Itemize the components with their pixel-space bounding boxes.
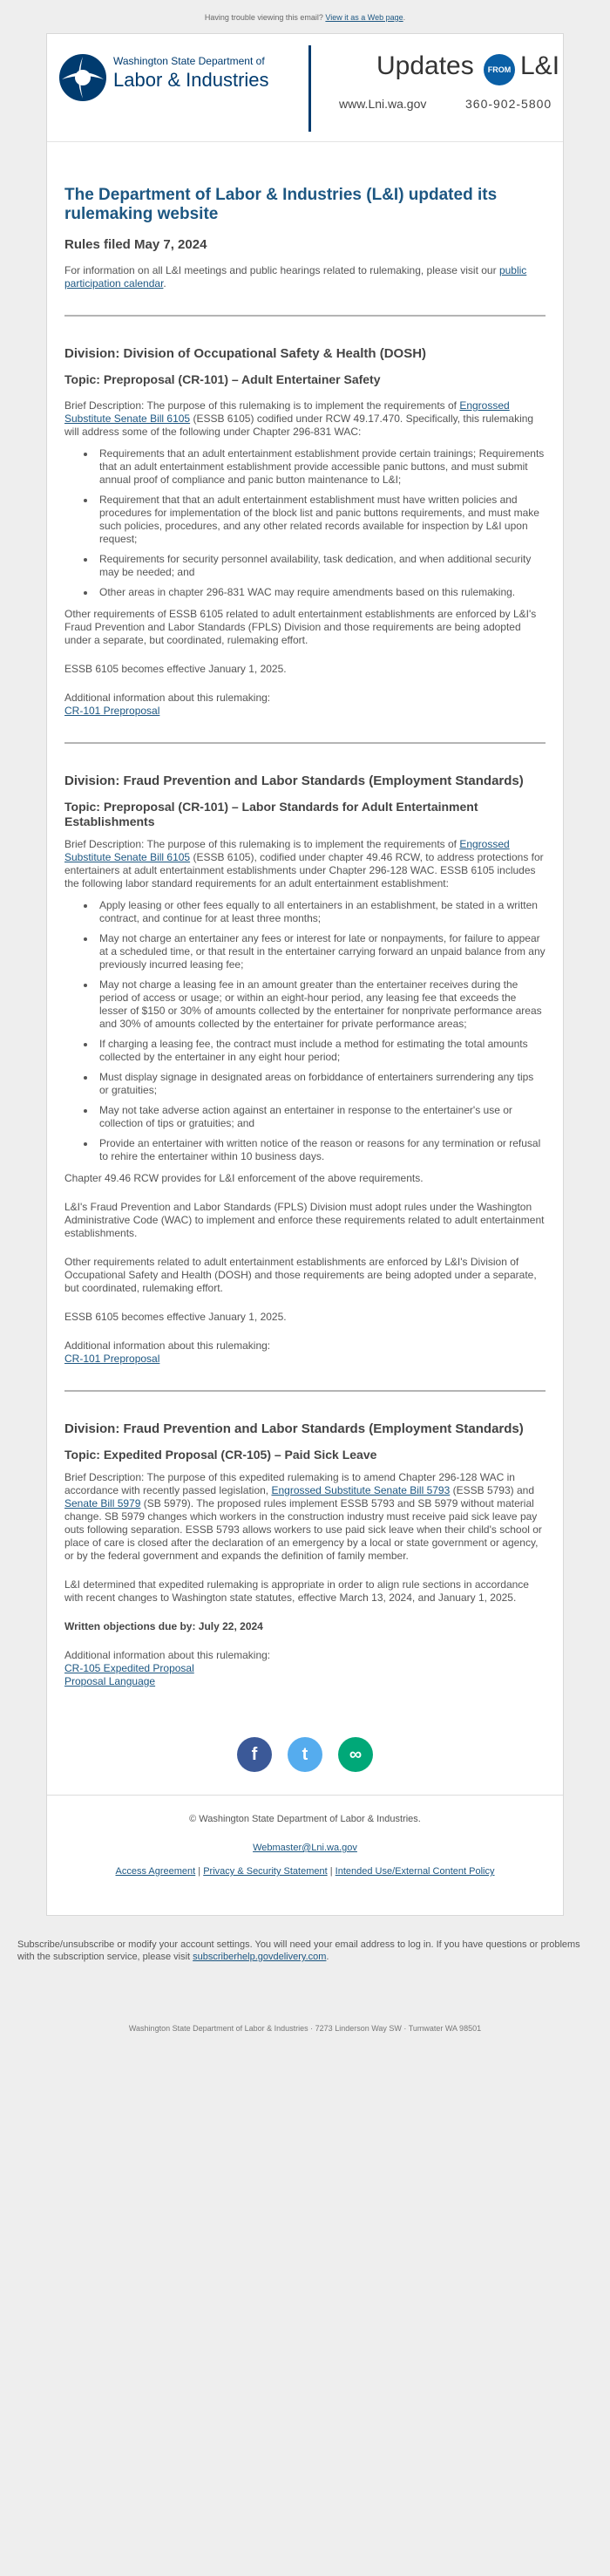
cr101-preproposal-link[interactable]: CR-101 Preproposal bbox=[64, 705, 160, 717]
section2-para3: L&I's Fraud Prevention and Labor Standards (FPLS) Division must adopt rules under the Washington Administrative Code (WAC) to implement and enforce these requirements related to adult entertainment establishments. bbox=[64, 1201, 545, 1239]
access-agreement-link[interactable]: Access Agreement bbox=[115, 1866, 196, 1877]
from-badge: FROM bbox=[484, 54, 515, 85]
header-phone: 360-902-5800 bbox=[465, 97, 552, 111]
section-divider bbox=[64, 315, 546, 317]
section1-description bbox=[64, 399, 546, 439]
intended-use-link[interactable]: Intended Use/External Content Policy bbox=[335, 1866, 495, 1877]
list-item: • If charging a leasing fee, the contract must include a method for estimating the total amounts collected by the entertainer in any eight hour period; bbox=[96, 1038, 546, 1064]
footer-links bbox=[47, 1865, 563, 1878]
twitter-icon[interactable]: t bbox=[288, 1737, 322, 1772]
webmaster-email-link[interactable]: Webmaster@Lni.wa.gov bbox=[253, 1843, 357, 1853]
section1-additional: Additional information about this rulemaking: bbox=[64, 692, 271, 704]
address-bar: Washington State Department of Labor & Industries · 7273 Linderson Way SW · Tumwater WA 98501 bbox=[128, 2024, 482, 2033]
email-card bbox=[46, 33, 564, 1916]
section2-para4: Other requirements related to adult entertainment establishments are enforced by L&I's Division of Occupational Safety and Health (DOSH) and those requirements are being adopted under a separate, but coordinated, rulemaking effort. bbox=[64, 1256, 537, 1294]
footer-sep: | bbox=[195, 1866, 204, 1877]
section-divider bbox=[64, 1390, 546, 1392]
list-item: • Other areas in chapter 296-831 WAC may require amendments based on this rulemaking. bbox=[96, 586, 546, 599]
org-name-line2: Labor & Industries bbox=[113, 69, 269, 91]
intro-paragraph bbox=[64, 264, 546, 290]
list-item: • Must display signage in designated areas on forbiddance of entertainers surrendering any tips or gratuities; bbox=[96, 1071, 546, 1097]
section1-desc-a: Brief Description: The purpose of this rulemaking is to implement the requirements of bbox=[64, 399, 460, 412]
section3-additional: Additional information about this rulemaking: bbox=[64, 1649, 271, 1661]
essb-5793-link[interactable]: Engrossed Substitute Senate Bill 5793 bbox=[271, 1484, 451, 1496]
section1-bullets bbox=[96, 447, 546, 599]
webview-link[interactable]: View it as a Web page bbox=[325, 13, 403, 22]
email-footer bbox=[47, 1795, 563, 1915]
webview-bar bbox=[0, 0, 610, 26]
section2-topic: Topic: Preproposal (CR-101) – Labor Standards for Adult Entertainment Establishments bbox=[64, 800, 478, 828]
subscribe-text: Subscribe/unsubscribe or modify your account settings. You will need your email address to log in. If you have questions or problems with the subscription service, please visit bbox=[17, 1939, 580, 1962]
section1-para3: ESSB 6105 becomes effective January 1, 2025. bbox=[64, 663, 287, 675]
essb-6105-link[interactable]: Engrossed Substitute Senate Bill 6105 bbox=[64, 838, 510, 863]
list-item: • May not take adverse action against an entertainer in response to the entertainer's use or collection of tips or gratuities; and bbox=[96, 1104, 546, 1130]
public-calendar-link[interactable]: public participation calendar bbox=[64, 264, 527, 290]
objections-due: Written objections due by: July 22, 2024 bbox=[64, 1620, 263, 1632]
intro-end: . bbox=[163, 277, 166, 290]
email-body bbox=[47, 142, 563, 1688]
cr101-preproposal-link-2[interactable]: CR-101 Preproposal bbox=[64, 1353, 160, 1365]
section2-description bbox=[64, 838, 546, 890]
section3-desc-c: (SB 5979). The proposed rules implement ESSB 5793 and SB 5979 without material change. SB 5979 changes which workers in the construction industry must receive paid sick leave pay outs following separation. ESSB 5793 allows workers to use paid sick leave when their child's school or place of care is closed after the declaration of an emergency by a local or state government or agency, or by the federal government and expands the definition of family member. bbox=[64, 1497, 542, 1562]
section1-topic: Topic: Preproposal (CR-101) – Adult Entertainer Safety bbox=[64, 372, 381, 386]
org-name-line1: Washington State Department of bbox=[113, 55, 265, 67]
header-website: www.Lni.wa.gov bbox=[339, 97, 427, 111]
copyright: © Washington State Department of Labor & Industries. bbox=[189, 1814, 421, 1824]
cr105-expedited-link[interactable]: CR-105 Expedited Proposal bbox=[64, 1662, 194, 1674]
updates-title: Updates bbox=[376, 51, 474, 80]
list-item: • May not charge an entertainer any fees or interest for late or nonpayments, for failure to appear at a scheduled time, or that result in the entertainer carrying forward an unpaid balance from any previously incurred leasing fee; bbox=[96, 932, 546, 971]
list-item: • Requirements that an adult entertainment establishment provide certain trainings; Requirements that an adult entertainment establishment provide accessible panic buttons, and must submit annual proof of compliance and panic button maintenance to L&I; bbox=[96, 447, 546, 487]
section3-topic: Topic: Expedited Proposal (CR-105) – Paid Sick Leave bbox=[64, 1448, 377, 1462]
sb-5979-link[interactable]: Senate Bill 5979 bbox=[64, 1497, 141, 1509]
footer-sep: | bbox=[327, 1866, 336, 1877]
list-item: • Provide an entertainer with written notice of the reason or reasons for any termination or refusal to rehire the entertainer within 10 business days. bbox=[96, 1137, 546, 1163]
section1-desc-b: (ESSB 6105) codified under RCW 49.17.470. Specifically, this rulemaking will address some of the following under Chapter 296-831 WAC: bbox=[64, 412, 534, 438]
lni-logo-icon bbox=[58, 53, 107, 102]
link-icon[interactable]: ∞ bbox=[338, 1737, 373, 1772]
subscriber-help-link[interactable]: subscriberhelp.govdelivery.com bbox=[193, 1952, 327, 1962]
section2-desc-a: Brief Description: The purpose of this rulemaking is to implement the requirements of bbox=[64, 838, 460, 850]
section1-para2: Other requirements of ESSB 6105 related to adult entertainment establishments are enforced by L&I's Fraud Prevention and Labor Standards (FPLS) Division and those requirements are being adopted under a separate, but coordinated, rulemaking effort. bbox=[64, 608, 537, 646]
facebook-icon[interactable]: f bbox=[237, 1737, 272, 1772]
section2-para2: Chapter 49.46 RCW provides for L&I enforcement of the above requirements. bbox=[64, 1172, 424, 1184]
org-name bbox=[113, 55, 269, 92]
section2-desc-b: (ESSB 6105), codified under chapter 49.46 RCW, to address protections for entertainers at adult entertainment establishments under Chapter 296-128 WAC. ESSB 6105 includes the following labor standard requirements for an adult entertainment establishment: bbox=[64, 851, 544, 889]
section3-para2: L&I determined that expedited rulemaking is appropriate in order to align rule sections in accordance with recent changes to Washington state statutes, effective March 13, 2024, and January 1, 2025. bbox=[64, 1578, 529, 1604]
section1-division: Division: Division of Occupational Safety & Health (DOSH) bbox=[64, 346, 427, 361]
privacy-statement-link[interactable]: Privacy & Security Statement bbox=[203, 1866, 328, 1877]
webview-prefix: Having trouble viewing this email? bbox=[204, 13, 326, 22]
proposal-language-link[interactable]: Proposal Language bbox=[64, 1675, 156, 1687]
webview-suffix: . bbox=[403, 13, 406, 22]
section3-desc-b: (ESSB 5793) and bbox=[450, 1484, 535, 1496]
section2-division: Division: Fraud Prevention and Labor Standards (Employment Standards) bbox=[64, 773, 524, 788]
intro-text: For information on all L&I meetings and public hearings related to rulemaking, please visit our bbox=[64, 264, 499, 276]
section-divider bbox=[64, 742, 546, 744]
list-item: • Requirement that that an adult entertainment establishment must have written policies and procedures for implementation of the block list and panic buttons requirements, and must make such policies, procedures, and any other related records available for inspection by L&I upon request; bbox=[96, 494, 546, 546]
page-title: The Department of Labor & Industries (L&I) updated its rulemaking website bbox=[64, 186, 498, 223]
section3-division: Division: Fraud Prevention and Labor Standards (Employment Standards) bbox=[64, 1421, 524, 1436]
li-title: L&I bbox=[520, 51, 560, 80]
subscribe-end: . bbox=[326, 1952, 329, 1962]
social-bar bbox=[47, 1688, 563, 1772]
section3-description bbox=[64, 1471, 546, 1563]
list-item: • May not charge a leasing fee in an amount greater than the entertainer receives during the period of access or usage; or within an eight-hour period, any leasing fee that exceeds the lesser of $150 or 30% of amounts collected by the entertainer for nonprivate performance areas and 30% of amounts collected by the entertainer for private performance areas; bbox=[96, 978, 546, 1031]
section3-desc-a: Brief Description: The purpose of this expedited rulemaking is to amend Chapter 296-128 WAC in accordance with recently passed legislation, bbox=[64, 1471, 515, 1496]
list-item: • Apply leasing or other fees equally to all entertainers in an establishment, be stated in a written contract, and continue for at least three months; bbox=[96, 899, 546, 925]
list-item: • Requirements for security personnel availability, task dedication, and when additional security may be needed; and bbox=[96, 553, 546, 579]
email-header bbox=[47, 34, 563, 142]
subscribe-notice bbox=[17, 1939, 593, 1963]
rules-filed-date: Rules filed May 7, 2024 bbox=[64, 237, 207, 252]
essb-6105-link[interactable]: Engrossed Substitute Senate Bill 6105 bbox=[64, 399, 510, 425]
section2-para5: ESSB 6105 becomes effective January 1, 2025. bbox=[64, 1311, 287, 1323]
header-divider bbox=[308, 45, 311, 132]
section2-bullets bbox=[96, 899, 546, 1163]
section2-additional: Additional information about this rulemaking: bbox=[64, 1339, 271, 1352]
